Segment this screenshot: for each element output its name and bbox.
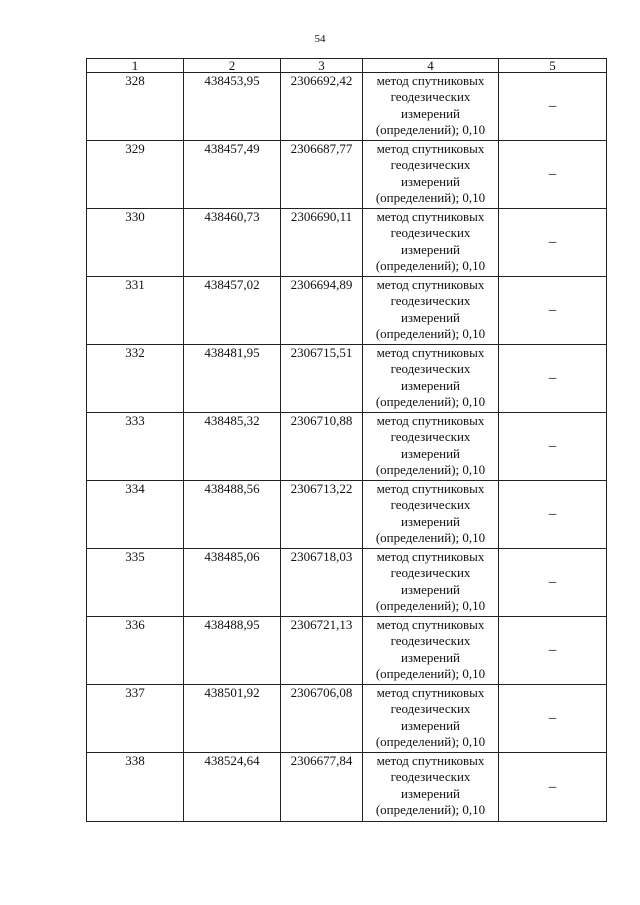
table-row (87, 549, 607, 617)
x-coordinate-cell: 438488,56 (184, 481, 281, 549)
table-row (87, 73, 607, 141)
x-coordinate-cell: 438457,02 (184, 277, 281, 345)
y-coordinate-cell: 2306677,84 (281, 753, 363, 822)
method-line: геодезических (390, 633, 471, 649)
y-coordinate-cell: 2306718,03 (281, 549, 363, 617)
column-header: 1 (87, 59, 184, 73)
method-line: (определений); 0,10 (375, 258, 486, 274)
x-coordinate-cell: 438485,06 (184, 549, 281, 617)
method-line: метод спутниковых (376, 617, 485, 632)
x-coordinate-cell: 438453,95 (184, 73, 281, 141)
table-row (87, 481, 607, 549)
table-row (87, 345, 607, 413)
method-line: измерений (400, 717, 461, 733)
x-coordinate-cell: 438524,64 (184, 753, 281, 822)
column-header: 2 (184, 59, 281, 73)
method-cell (363, 277, 499, 345)
point-number-cell: 330 (87, 209, 184, 277)
note-cell: – (499, 141, 607, 209)
note-cell: – (499, 617, 607, 685)
x-coordinate-cell: 438481,95 (184, 345, 281, 413)
table-header-row (87, 59, 607, 73)
method-line: (определений); 0,10 (375, 802, 486, 818)
table-row (87, 413, 607, 481)
method-line: измерений (400, 173, 461, 189)
x-coordinate-cell: 438460,73 (184, 209, 281, 277)
method-line: измерений (400, 309, 461, 325)
table-row (87, 753, 607, 822)
method-line: (определений); 0,10 (375, 666, 486, 682)
page-number: 54 (314, 33, 326, 45)
note-cell: – (499, 345, 607, 413)
method-line: геодезических (390, 565, 471, 581)
method-line: метод спутниковых (376, 753, 485, 768)
method-line: метод спутниковых (376, 549, 485, 564)
y-coordinate-cell: 2306690,11 (281, 209, 363, 277)
method-cell (363, 685, 499, 753)
method-line: метод спутниковых (376, 73, 485, 88)
method-cell (363, 209, 499, 277)
method-line: измерений (400, 649, 461, 665)
method-line: метод спутниковых (376, 685, 485, 700)
method-line: метод спутниковых (376, 209, 485, 224)
method-cell (363, 141, 499, 209)
method-line: геодезических (390, 429, 471, 445)
point-number-cell: 329 (87, 141, 184, 209)
method-line: измерений (400, 581, 461, 597)
column-header: 3 (281, 59, 363, 73)
method-line: геодезических (390, 89, 471, 105)
method-line: геодезических (390, 497, 471, 513)
method-cell (363, 73, 499, 141)
method-line: (определений); 0,10 (375, 122, 486, 138)
table-row (87, 617, 607, 685)
method-line: метод спутниковых (376, 413, 485, 428)
y-coordinate-cell: 2306721,13 (281, 617, 363, 685)
y-coordinate-cell: 2306710,88 (281, 413, 363, 481)
y-coordinate-cell: 2306687,77 (281, 141, 363, 209)
y-coordinate-cell: 2306715,51 (281, 345, 363, 413)
point-number-cell: 337 (87, 685, 184, 753)
method-cell (363, 549, 499, 617)
method-line: (определений); 0,10 (375, 394, 486, 410)
method-line: (определений); 0,10 (375, 190, 486, 206)
note-cell: – (499, 277, 607, 345)
method-line: (определений); 0,10 (375, 598, 486, 614)
method-cell (363, 481, 499, 549)
table-body (87, 73, 607, 822)
point-number-cell: 332 (87, 345, 184, 413)
method-line: геодезических (390, 225, 471, 241)
note-cell: – (499, 209, 607, 277)
point-number-cell: 328 (87, 73, 184, 141)
table-row (87, 141, 607, 209)
method-line: (определений); 0,10 (375, 326, 486, 342)
note-cell: – (499, 753, 607, 822)
point-number-cell: 334 (87, 481, 184, 549)
column-header: 5 (499, 59, 607, 73)
point-number-cell: 333 (87, 413, 184, 481)
method-line: (определений); 0,10 (375, 530, 486, 546)
x-coordinate-cell: 438501,92 (184, 685, 281, 753)
method-cell (363, 413, 499, 481)
method-cell (363, 753, 499, 822)
column-header: 4 (363, 59, 499, 73)
x-coordinate-cell: 438488,95 (184, 617, 281, 685)
method-line: измерений (400, 513, 461, 529)
y-coordinate-cell: 2306706,08 (281, 685, 363, 753)
table-row (87, 277, 607, 345)
point-number-cell: 335 (87, 549, 184, 617)
y-coordinate-cell: 2306713,22 (281, 481, 363, 549)
method-line: измерений (400, 377, 461, 393)
method-line: измерений (400, 241, 461, 257)
note-cell: – (499, 685, 607, 753)
note-cell: – (499, 413, 607, 481)
coordinates-table (86, 58, 607, 822)
method-line: геодезических (390, 293, 471, 309)
point-number-cell: 331 (87, 277, 184, 345)
method-line: геодезических (390, 157, 471, 173)
method-line: геодезических (390, 769, 471, 785)
method-line: метод спутниковых (376, 481, 485, 496)
method-line: измерений (400, 445, 461, 461)
method-line: метод спутниковых (376, 277, 485, 292)
method-cell (363, 345, 499, 413)
point-number-cell: 336 (87, 617, 184, 685)
method-line: геодезических (390, 361, 471, 377)
method-line: (определений); 0,10 (375, 462, 486, 478)
table-row (87, 209, 607, 277)
y-coordinate-cell: 2306692,42 (281, 73, 363, 141)
point-number-cell: 338 (87, 753, 184, 822)
method-line: измерений (400, 785, 461, 801)
method-line: геодезических (390, 701, 471, 717)
note-cell: – (499, 481, 607, 549)
method-line: метод спутниковых (376, 141, 485, 156)
method-line: измерений (400, 105, 461, 121)
method-cell (363, 617, 499, 685)
x-coordinate-cell: 438457,49 (184, 141, 281, 209)
note-cell: – (499, 549, 607, 617)
y-coordinate-cell: 2306694,89 (281, 277, 363, 345)
table-row (87, 685, 607, 753)
note-cell: – (499, 73, 607, 141)
method-line: метод спутниковых (376, 345, 485, 360)
x-coordinate-cell: 438485,32 (184, 413, 281, 481)
method-line: (определений); 0,10 (375, 734, 486, 750)
